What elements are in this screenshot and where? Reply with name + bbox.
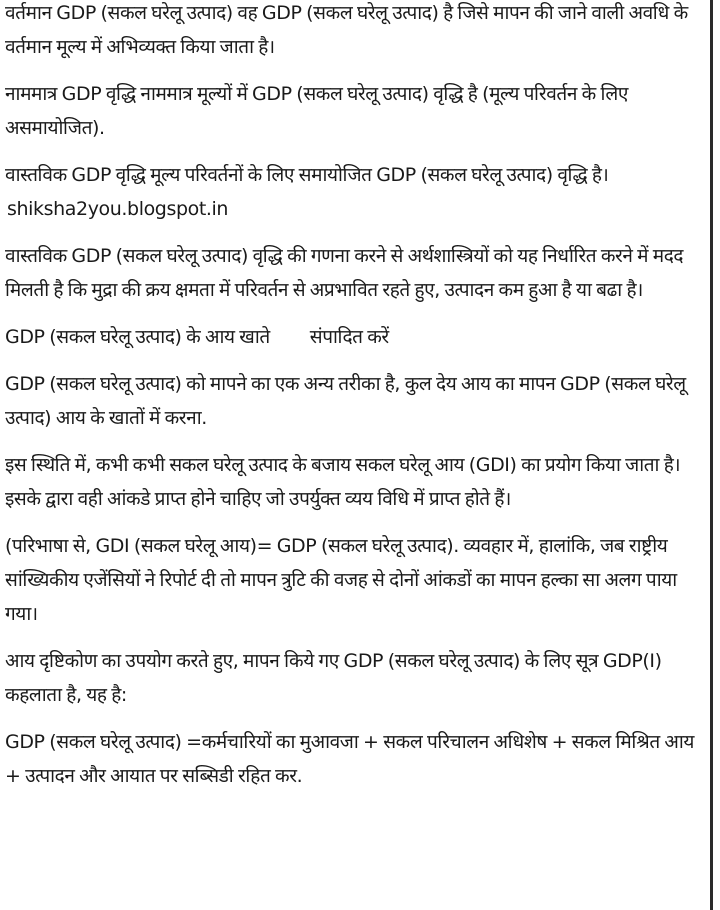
paragraph-text: वास्तविक GDP वृद्धि मूल्य परिवर्तनों के लिए समायोजित GDP (सकल घरेलू उत्पाद) वृद्धि है। — [5, 164, 609, 186]
paragraph-text: आय दृष्टिकोण का उपयोग करते हुए, मापन किये गए GDP (सकल घरेलू उत्पाद) के लिए सूत्र GDP(I) कहलाता है, यह है: — [5, 650, 662, 706]
section-heading-text: GDP (सकल घरेलू उत्पाद) के आय खाते — [5, 326, 270, 348]
paragraph-text: इस स्थिति में, कभी कभी सकल घरेलू उत्पाद के बजाय सकल घरेलू आय (GDI) का प्रयोग किया जाता है। इसके द्वारा वही आंकडे प्राप्त होने चाहिए जो उपर्युक्त व्यय विधि में प्राप्त होते हैं। — [5, 454, 681, 510]
paragraph-text: (परिभाषा से, GDI (सकल घरेलू आय)= GDP (सकल घरेलू उत्पाद). व्यवहार में, हालांकि, जब राष्ट्रीय सांख्यिकीय एजेंसियों ने रिपोर्ट दी तो मापन त्रुटि की वजह से दोनों आंकडों का मापन हल्का सा अलग पाया गया। — [5, 535, 677, 625]
paragraph-nominal-gdp — [5, 77, 707, 145]
paragraph-real-gdp-growth — [5, 158, 707, 226]
paragraph-income-approach — [5, 644, 707, 712]
article-body — [5, 0, 707, 793]
section-heading-income-accounts — [5, 320, 707, 354]
paragraph-real-gdp-calculation — [5, 239, 707, 307]
paragraph-text: GDP (सकल घरेलू उत्पाद) को मापने का एक अन्य तरीका है, कुल देय आय का मापन GDP (सकल घरेलू उत्पाद) आय के खातों में करना. — [5, 373, 686, 429]
paragraph-gdi-definition — [5, 529, 707, 631]
paragraph-text: GDP (सकल घरेलू उत्पाद) =कर्मचारियों का मुआवजा + सकल परिचालन अधिशेष + सकल मिश्रित आय + उत्पादन और आयात पर सब्सिडी रहित कर. — [5, 731, 695, 787]
paragraph-text: वास्तविक GDP (सकल घरेलू उत्पाद) वृद्धि की गणना करने से अर्थशास्त्रियों को यह निर्धारित करने में मदद मिलती है कि मुद्रा की क्रय क्षमता में परिवर्तन से अप्रभावित रहते हुए, उत्पादन कम हुआ है या बढा है। — [5, 245, 684, 301]
paragraph-text: वर्तमान GDP (सकल घरेलू उत्पाद) वह GDP (सकल घरेलू उत्पाद) है जिसे मापन की जाने वाली अवधि के वर्तमान मूल्य में अभिव्यक्त किया जाता है। — [5, 2, 688, 58]
paragraph-gdp-formula — [5, 725, 707, 793]
paragraph-income-measure — [5, 367, 707, 435]
paragraph-gdi — [5, 448, 707, 516]
right-edge-rule — [710, 0, 713, 910]
paragraph-current-gdp — [5, 0, 707, 64]
watermark-link[interactable]: shiksha2you.blogspot.in — [7, 198, 229, 220]
edit-section-link[interactable]: संपादित करें — [309, 326, 389, 348]
paragraph-text: नाममात्र GDP वृद्धि नाममात्र मूल्यों में GDP (सकल घरेलू उत्पाद) वृद्धि है (मूल्य परिवर्तन के लिए असमायोजित). — [5, 83, 628, 139]
